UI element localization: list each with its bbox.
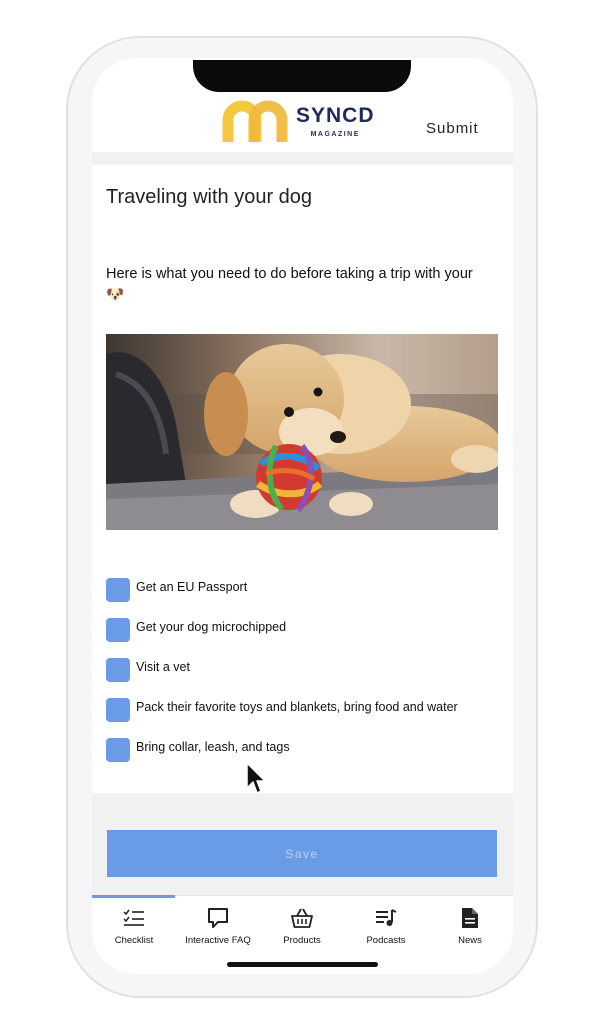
tab-label: Interactive FAQ xyxy=(185,935,251,946)
tab-label: Checklist xyxy=(114,935,154,946)
checklist xyxy=(106,578,458,778)
tab-interactive-faq[interactable] xyxy=(176,896,260,956)
chat-bubble-icon xyxy=(207,907,229,929)
checklist-checkbox[interactable] xyxy=(106,738,130,762)
checklist-item[interactable] xyxy=(106,658,458,698)
checklist-label: Get your dog microchipped xyxy=(136,620,287,634)
phone-notch xyxy=(193,60,411,92)
tab-label: Products xyxy=(283,935,321,946)
tab-products[interactable] xyxy=(260,896,344,956)
article-title: Traveling with your dog xyxy=(106,186,313,208)
mouse-pointer-icon xyxy=(246,762,268,796)
document-icon xyxy=(461,907,479,929)
checklist-checkbox[interactable] xyxy=(106,658,130,682)
checklist-item[interactable] xyxy=(106,738,458,778)
tab-label: News xyxy=(458,935,482,946)
basket-icon xyxy=(291,908,313,928)
header-divider-band xyxy=(92,152,513,165)
puppy-photo xyxy=(106,334,498,530)
save-button[interactable]: Save xyxy=(107,830,497,877)
tab-podcasts[interactable] xyxy=(344,896,428,956)
checklist-icon xyxy=(123,909,145,927)
submit-button[interactable]: Submit xyxy=(426,120,479,137)
home-indicator xyxy=(227,962,378,967)
app-screen xyxy=(92,58,513,974)
checklist-label: Bring collar, leash, and tags xyxy=(136,740,290,754)
bottom-tab-bar xyxy=(92,895,513,956)
logo-subtitle: MAGAZINE xyxy=(310,130,360,138)
checklist-label: Pack their favorite toys and blankets, bring food and water xyxy=(136,700,458,714)
checklist-label: Get an EU Passport xyxy=(136,580,248,594)
logo-title: SYNCD xyxy=(296,103,375,127)
app-header xyxy=(92,98,513,152)
checklist-checkbox[interactable] xyxy=(106,578,130,602)
logo-mark-icon xyxy=(222,98,288,144)
playlist-music-icon xyxy=(375,909,397,927)
tab-label: Podcasts xyxy=(366,935,406,946)
checklist-item[interactable] xyxy=(106,698,458,738)
checklist-label: Visit a vet xyxy=(136,660,190,674)
checklist-item[interactable] xyxy=(106,578,458,618)
article-intro: Here is what you need to do before taking a trip with your 🐶 xyxy=(106,266,473,303)
checklist-checkbox[interactable] xyxy=(106,618,130,642)
checklist-checkbox[interactable] xyxy=(106,698,130,722)
syncd-logo xyxy=(222,98,375,144)
tab-news[interactable] xyxy=(428,896,512,956)
tab-checklist[interactable] xyxy=(92,896,176,956)
checklist-item[interactable] xyxy=(106,618,458,658)
